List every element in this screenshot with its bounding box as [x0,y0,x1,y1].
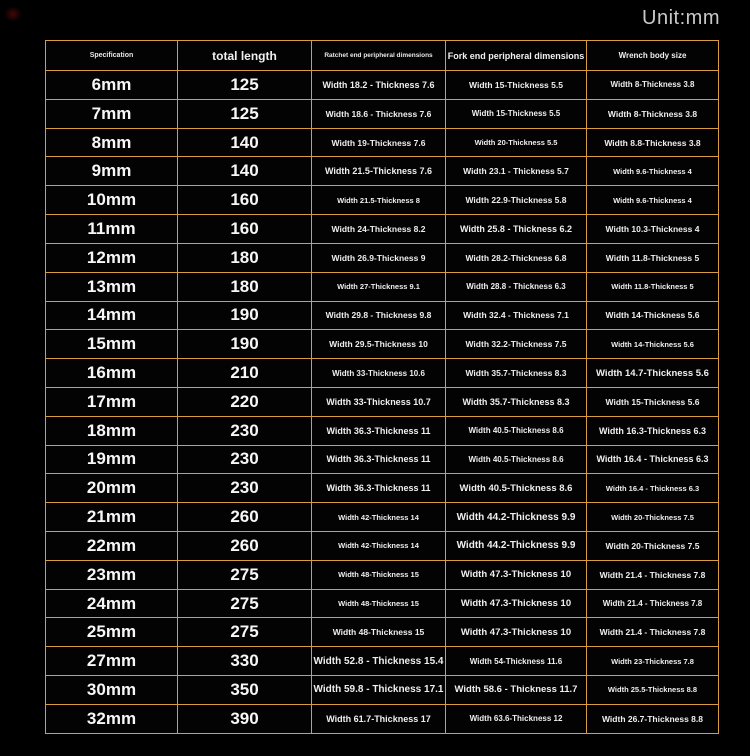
spec-cell: 32mm [46,704,178,733]
total-length-cell: 140 [178,128,312,157]
ratchet-dimensions-cell: Width 27-Thickness 9.1 [312,272,446,301]
fork-dimensions-cell: Width 40.5-Thickness 8.6 [446,474,587,503]
ratchet-dimensions-cell: Width 52.8 - Thickness 15.4 [312,647,446,676]
spec-cell: 6mm [46,71,178,100]
wrench-body-cell: Width 20-Thickness 7.5 [587,503,719,532]
ratchet-dimensions-cell: Width 33-Thickness 10.6 [312,359,446,388]
total-length-cell: 180 [178,243,312,272]
table-row [46,387,719,416]
total-length-cell: 275 [178,589,312,618]
spec-cell: 7mm [46,99,178,128]
spec-cell: 19mm [46,445,178,474]
total-length-cell: 230 [178,445,312,474]
table-row [46,301,719,330]
table-row [46,416,719,445]
spec-cell: 20mm [46,474,178,503]
spec-table [45,40,719,734]
wrench-body-cell: Width 14-Thickness 5.6 [587,330,719,359]
ratchet-dimensions-cell: Width 61.7-Thickness 17 [312,704,446,733]
table-row [46,474,719,503]
wrench-body-cell: Width 8-Thickness 3.8 [587,71,719,100]
total-length-cell: 260 [178,503,312,532]
ratchet-dimensions-cell: Width 36.3-Thickness 11 [312,474,446,503]
table-row [46,359,719,388]
fork-dimensions-cell: Width 32.4 - Thickness 7.1 [446,301,587,330]
wrench-body-cell: Width 25.5-Thickness 8.8 [587,676,719,705]
unit-label: Unit:mm [642,7,720,29]
fork-dimensions-cell: Width 22.9-Thickness 5.8 [446,186,587,215]
fork-dimensions-cell: Width 58.6 - Thickness 11.7 [446,676,587,705]
column-header-wrench-body-size: Wrench body size [587,41,719,71]
fork-dimensions-cell: Width 47.3-Thickness 10 [446,618,587,647]
fork-dimensions-cell: Width 15-Thickness 5.5 [446,99,587,128]
total-length-cell: 160 [178,186,312,215]
watermark-smudge [5,7,21,21]
wrench-body-cell: Width 11.8-Thickness 5 [587,272,719,301]
spec-cell: 9mm [46,157,178,186]
total-length-cell: 190 [178,301,312,330]
table-row [46,676,719,705]
ratchet-dimensions-cell: Width 36.3-Thickness 11 [312,445,446,474]
table-row [46,215,719,244]
table-row [46,503,719,532]
total-length-cell: 275 [178,618,312,647]
table-row [46,128,719,157]
ratchet-dimensions-cell: Width 29.8 - Thickness 9.8 [312,301,446,330]
table-row [46,560,719,589]
fork-dimensions-cell: Width 32.2-Thickness 7.5 [446,330,587,359]
fork-dimensions-cell: Width 25.8 - Thickness 6.2 [446,215,587,244]
wrench-body-cell: Width 9.6-Thickness 4 [587,186,719,215]
spec-cell: 11mm [46,215,178,244]
spec-cell: 14mm [46,301,178,330]
fork-dimensions-cell: Width 63.6-Thickness 12 [446,704,587,733]
ratchet-dimensions-cell: Width 42-Thickness 14 [312,503,446,532]
wrench-body-cell: Width 26.7-Thickness 8.8 [587,704,719,733]
table-row [46,589,719,618]
fork-dimensions-cell: Width 23.1 - Thickness 5.7 [446,157,587,186]
ratchet-dimensions-cell: Width 33-Thickness 10.7 [312,387,446,416]
spec-table-header [46,41,719,71]
wrench-body-cell: Width 9.6-Thickness 4 [587,157,719,186]
column-header-ratchet-dimensions: Ratchet end peripheral dimensions [312,41,446,71]
table-row [46,445,719,474]
wrench-body-cell: Width 8-Thickness 3.8 [587,99,719,128]
total-length-cell: 140 [178,157,312,186]
total-length-cell: 230 [178,416,312,445]
spec-table-body [46,71,719,734]
total-length-cell: 190 [178,330,312,359]
table-row [46,704,719,733]
fork-dimensions-cell: Width 47.3-Thickness 10 [446,560,587,589]
total-length-cell: 350 [178,676,312,705]
table-row [46,330,719,359]
wrench-body-cell: Width 15-Thickness 5.6 [587,387,719,416]
spec-cell: 16mm [46,359,178,388]
ratchet-dimensions-cell: Width 18.6 - Thickness 7.6 [312,99,446,128]
spec-cell: 17mm [46,387,178,416]
ratchet-dimensions-cell: Width 18.2 - Thickness 7.6 [312,71,446,100]
fork-dimensions-cell: Width 20-Thickness 5.5 [446,128,587,157]
ratchet-dimensions-cell: Width 42-Thickness 14 [312,532,446,561]
spec-cell: 27mm [46,647,178,676]
ratchet-dimensions-cell: Width 19-Thickness 7.6 [312,128,446,157]
ratchet-dimensions-cell: Width 48-Thickness 15 [312,589,446,618]
total-length-cell: 220 [178,387,312,416]
spec-cell: 30mm [46,676,178,705]
spec-cell: 13mm [46,272,178,301]
table-row [46,647,719,676]
total-length-cell: 125 [178,71,312,100]
total-length-cell: 210 [178,359,312,388]
total-length-cell: 330 [178,647,312,676]
table-row [46,71,719,100]
wrench-body-cell: Width 21.4 - Thickness 7.8 [587,618,719,647]
total-length-cell: 275 [178,560,312,589]
header-row [46,41,719,71]
total-length-cell: 230 [178,474,312,503]
ratchet-dimensions-cell: Width 59.8 - Thickness 17.1 [312,676,446,705]
fork-dimensions-cell: Width 40.5-Thickness 8.6 [446,416,587,445]
spec-cell: 15mm [46,330,178,359]
wrench-body-cell: Width 20-Thickness 7.5 [587,532,719,561]
total-length-cell: 260 [178,532,312,561]
fork-dimensions-cell: Width 54-Thickness 11.6 [446,647,587,676]
wrench-body-cell: Width 21.4 - Thickness 7.8 [587,589,719,618]
wrench-body-cell: Width 14-Thickness 5.6 [587,301,719,330]
ratchet-dimensions-cell: Width 26.9-Thickness 9 [312,243,446,272]
table-row [46,157,719,186]
total-length-cell: 125 [178,99,312,128]
column-header-specification: Specification [46,41,178,71]
spec-cell: 18mm [46,416,178,445]
fork-dimensions-cell: Width 15-Thickness 5.5 [446,71,587,100]
fork-dimensions-cell: Width 35.7-Thickness 8.3 [446,359,587,388]
table-row [46,272,719,301]
wrench-body-cell: Width 23-Thickness 7.8 [587,647,719,676]
fork-dimensions-cell: Width 44.2-Thickness 9.9 [446,532,587,561]
total-length-cell: 390 [178,704,312,733]
fork-dimensions-cell: Width 47.3-Thickness 10 [446,589,587,618]
spec-cell: 12mm [46,243,178,272]
spec-cell: 24mm [46,589,178,618]
fork-dimensions-cell: Width 44.2-Thickness 9.9 [446,503,587,532]
total-length-cell: 180 [178,272,312,301]
wrench-body-cell: Width 11.8-Thickness 5 [587,243,719,272]
ratchet-dimensions-cell: Width 36.3-Thickness 11 [312,416,446,445]
fork-dimensions-cell: Width 28.2-Thickness 6.8 [446,243,587,272]
spec-cell: 10mm [46,186,178,215]
wrench-body-cell: Width 16.4 - Thickness 6.3 [587,445,719,474]
ratchet-dimensions-cell: Width 21.5-Thickness 7.6 [312,157,446,186]
table-row [46,532,719,561]
spec-cell: 25mm [46,618,178,647]
fork-dimensions-cell: Width 35.7-Thickness 8.3 [446,387,587,416]
wrench-body-cell: Width 21.4 - Thickness 7.8 [587,560,719,589]
wrench-body-cell: Width 16.3-Thickness 6.3 [587,416,719,445]
wrench-body-cell: Width 16.4 - Thickness 6.3 [587,474,719,503]
wrench-body-cell: Width 14.7-Thickness 5.6 [587,359,719,388]
ratchet-dimensions-cell: Width 29.5-Thickness 10 [312,330,446,359]
ratchet-dimensions-cell: Width 48-Thickness 15 [312,560,446,589]
table-row [46,243,719,272]
spec-cell: 22mm [46,532,178,561]
ratchet-dimensions-cell: Width 21.5-Thickness 8 [312,186,446,215]
spec-cell: 21mm [46,503,178,532]
fork-dimensions-cell: Width 40.5-Thickness 8.6 [446,445,587,474]
ratchet-dimensions-cell: Width 48-Thickness 15 [312,618,446,647]
spec-cell: 8mm [46,128,178,157]
ratchet-dimensions-cell: Width 24-Thickness 8.2 [312,215,446,244]
table-row [46,186,719,215]
column-header-total-length: total length [178,41,312,71]
table-row [46,618,719,647]
table-row [46,99,719,128]
total-length-cell: 160 [178,215,312,244]
fork-dimensions-cell: Width 28.8 - Thickness 6.3 [446,272,587,301]
spec-cell: 23mm [46,560,178,589]
column-header-fork-dimensions: Fork end peripheral dimensions [446,41,587,71]
wrench-body-cell: Width 10.3-Thickness 4 [587,215,719,244]
wrench-body-cell: Width 8.8-Thickness 3.8 [587,128,719,157]
